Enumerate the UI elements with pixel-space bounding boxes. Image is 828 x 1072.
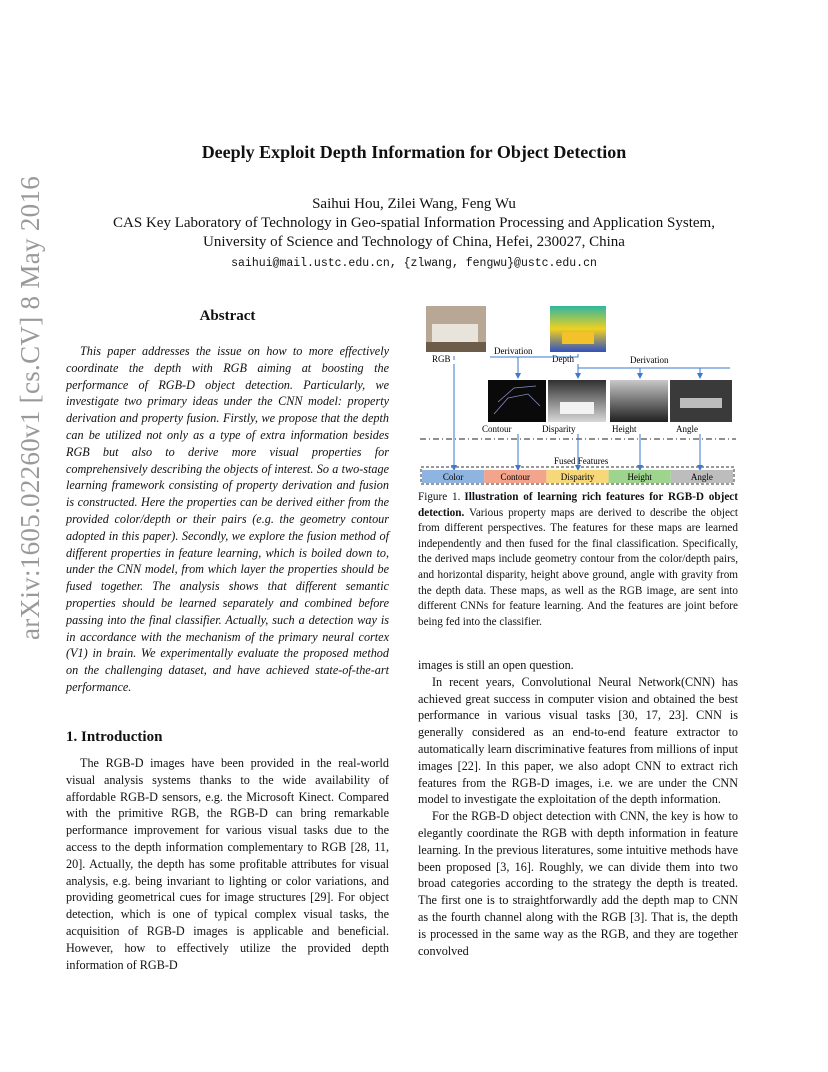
feature-bar-label: Disparity [560,472,595,482]
height-label: Height [612,424,637,434]
height-map [610,380,668,422]
derivation-right-label: Derivation [630,355,669,365]
arxiv-stamp: arXiv:1605.02260v1 [cs.CV] 8 May 2016 [15,175,45,640]
feature-bar [422,470,733,483]
feature-bar-label: Angle [690,472,713,482]
disparity-label: Disparity [542,424,576,434]
intro-heading: 1. Introduction [66,729,163,745]
figure-1-diagram [418,302,738,488]
author-emails: saihui@mail.ustc.edu.cn, {zlwang, fengwu}@ustc.edu.cn [231,257,597,270]
disparity-map [548,380,606,422]
right-paragraph-1: images is still an open question. [418,658,574,672]
right-paragraph-3: For the RGB-D object detection with CNN, the key is how to elegantly coordinate the RGB with depth information in feature learning. In the previous literatures, some intuitive methods have been proposed [3, 16]. Roughly, we can divide them into two broad categories according to the strategy the depth is treated. The first one is to straightforwardly add the depth map to CNN as the fourth channel along with the RGB [3]. That is, the depth is processed in the same way as the RGB, and they are together convolved [418,809,738,958]
abstract-heading: Abstract [199,308,256,324]
affiliation-line-2: University of Science and Technology of China, Hefei, 230027, China [203,234,625,250]
feature-bar-label: Contour [500,472,531,482]
fused-features-label: Fused Features [554,456,609,466]
angle-label: Angle [676,424,698,434]
figure-1-caption [418,490,738,630]
right-paragraph-2: In recent years, Convolutional Neural Network(CNN) has achieved great success in computer vision and obtained the best performance in various visual tasks [30, 17, 23]. CNN is generally considered as an end-to-end feature extractor to automatically learn discriminative features from millions of input images [22]. In this paper, we also adopt CNN to extract rich features from the RGB-D images, i.e. we are under the CNN model to investigate the exploitation of the depth information. [418,674,738,807]
paper-title: Deeply Exploit Depth Information for Object Detection [201,142,627,162]
affiliation [0,214,828,252]
caption-title: Illustration of learning rich features for RGB-D object detection. [418,491,738,519]
feature-bar-label: Color [442,472,464,482]
depth-image [550,306,606,352]
contour-map [488,380,546,422]
intro-text: The RGB-D images have been provided in the real-world visual analysis systems thanks to the wide availability of affordable RGB-D sensors, e.g. the Microsoft Kinect. Compared with the primitive RGB, the RGB-D can bring remarkable performance improvement for various visual tasks due to the access to the depth information complementary to RGB [28, 11, 20]. Actually, the depth has some profitable attributes for visual analysis, e.g. being invariant to lighting or color variations, and providing geometrical cues for image structures [29]. For object detection, which is one of typical complex visual tasks, the acquisition of RGB-D images is applicable and beneficial. However, how to effectively utilize the provided depth information of RGB-D [66,756,389,972]
affiliation-line-1: CAS Key Laboratory of Technology in Geo-spatial Information Processing and Application System, [113,215,715,231]
caption-text: Various property maps are derived to describe the object from different perspectives. The features for these maps are learned independently and then fused for the final classification. Specifically, the derived maps include geometry contour from the color/depth pairs, and horizontal disparity, height above ground, angle with gravity from the depth data. These maps, as well as the RGB image, are sent into different CNNs for feature learning. And the features are joint before being fed into the classifier. [418,506,738,628]
abstract-text: This paper addresses the issue on how to more effectively coordinate the depth with RGB aiming at boosting the performance of RGB-D object detection. Particularly, we investigate two primary ideas under the CNN model: property derivation and property fusion. Firstly, we propose that the depth can be utilized not only as a type of extra information besides RGB but also to derive more visual properties for comprehensively describing the objects of interest. So a two-stage learning framework consisting of property derivation and fusion is constructed. Here the properties can be derived either from the provided color/depth or their pairs (e.g. the geometry contour adopted in this paper). Secondly, we explore the fusion method of different properties in feature learning, which is boiled down to, under the CNN model, from which layer the properties should be fused together. The analysis shows that different semantic properties should be learned separately and combined before passing into the final classifier. Actually, such a detection way is in accordance with the mechanism of the primary neural cortex (V1) in brain. We experimentally evaluate the proposed method on the challenging dataset, and have achieved state-of-the-art performance. [66,344,389,694]
contour-label: Contour [482,424,512,434]
authors: Saihui Hou, Zilei Wang, Feng Wu [312,196,516,212]
feature-bar-label: Height [627,472,652,482]
depth-label: Depth [552,354,574,364]
caption-label: Figure 1. [418,491,461,503]
rgb-label: RGB [432,354,451,364]
derivation-left-label: Derivation [494,346,533,356]
right-column-text [418,657,738,959]
